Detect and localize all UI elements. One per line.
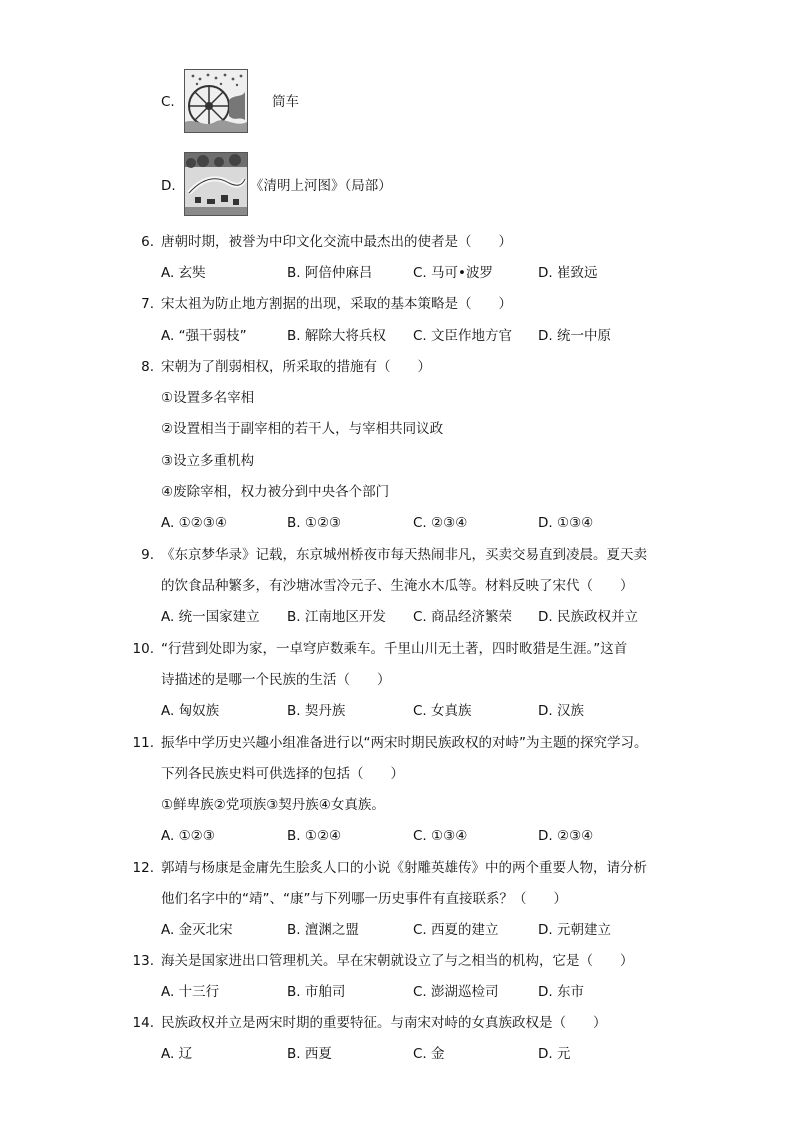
statement-item: ①鲜卑族②党项族③契丹族④女真族。 xyxy=(161,797,385,813)
water-wheel-image xyxy=(184,69,248,133)
option-a[interactable]: A. 辽 xyxy=(161,1046,193,1062)
option-b[interactable]: B. 市舶司 xyxy=(287,984,346,1000)
option-a[interactable]: A. 金灭北宋 xyxy=(161,922,233,938)
question-number: 6. xyxy=(141,234,154,250)
option-a[interactable]: A. 玄奘 xyxy=(161,265,206,281)
option-d[interactable]: D. 汉族 xyxy=(538,703,584,719)
option-d[interactable]: D. 东市 xyxy=(538,984,584,1000)
question-stem: 海关是国家进出口管理机关。早在宋朝就设立了与之相当的机构，它是（ ） xyxy=(161,953,634,969)
option-c[interactable]: C. ②③④ xyxy=(413,515,468,531)
option-c[interactable]: C. 女真族 xyxy=(413,703,472,719)
option-d[interactable]: D. 统一中原 xyxy=(538,328,611,344)
statement-item: ①设置多名宰相 xyxy=(161,390,255,406)
option-c-caption: 筒车 xyxy=(272,94,299,110)
question-stem-continued: 下列各民族史料可供选择的包括（ ） xyxy=(161,766,404,782)
statement-item: ③设立多重机构 xyxy=(161,453,255,469)
question-number: 8. xyxy=(141,359,154,375)
option-c[interactable]: C. 商品经济繁荣 xyxy=(413,609,513,625)
question-number: 10. xyxy=(132,641,154,657)
question-number: 13. xyxy=(132,953,154,969)
question-stem-continued: 诗描述的是哪一个民族的生活（ ） xyxy=(161,672,391,688)
option-a[interactable]: A. ①②③ xyxy=(161,828,215,844)
statement-item: ②设置相当于副宰相的若干人，与宰相共同议政 xyxy=(161,421,444,437)
option-a[interactable]: A. ①②③④ xyxy=(161,515,227,531)
option-d[interactable]: D. 元 xyxy=(538,1046,571,1062)
option-a[interactable]: A. 十三行 xyxy=(161,984,220,1000)
question-stem: 《东京梦华录》记载，东京城州桥夜市每天热闹非凡，买卖交易直到凌晨。夏天卖 xyxy=(161,547,647,563)
option-d[interactable]: D. ①③④ xyxy=(538,515,594,531)
option-a[interactable]: A. “强干弱枝” xyxy=(161,328,247,344)
option-d[interactable]: D. 崔致远 xyxy=(538,265,598,281)
option-b[interactable]: B. 阿倍仲麻吕 xyxy=(287,265,373,281)
question-stem: 宋太祖为防止地方割据的出现，采取的基本策略是（ ） xyxy=(161,296,512,312)
option-b[interactable]: B. 解除大将兵权 xyxy=(287,328,386,344)
option-c[interactable]: C. ①③④ xyxy=(413,828,468,844)
question-stem: 宋朝为了削弱相权，所采取的措施有（ ） xyxy=(161,359,431,375)
option-d[interactable]: D. ②③④ xyxy=(538,828,594,844)
question-number: 12. xyxy=(132,860,154,876)
option-b[interactable]: B. ①②③ xyxy=(287,515,342,531)
option-d-caption: 《清明上河图》（局部） xyxy=(250,178,392,194)
question-stem: 民族政权并立是两宋时期的重要特征。与南宋对峙的女真族政权是（ ） xyxy=(161,1015,607,1031)
option-c[interactable]: C. 西夏的建立 xyxy=(413,922,499,938)
question-stem: 唐朝时期，被誉为中印文化交流中最杰出的使者是（ ） xyxy=(161,234,512,250)
question-number: 11. xyxy=(132,735,154,751)
option-a[interactable]: A. 匈奴族 xyxy=(161,703,220,719)
question-stem: 郭靖与杨康是金庸先生脍炙人口的小说《射雕英雄传》中的两个重要人物，请分析 xyxy=(161,860,647,876)
option-c-letter: C. xyxy=(161,94,175,110)
question-stem: “行营到处即为家，一卓穹庐数乘车。千里山川无土著，四时畋猎是生涯。”这首 xyxy=(161,641,628,657)
question-number: 14. xyxy=(132,1015,154,1031)
question-stem-continued: 他们名字中的“靖”、“康”与下列哪一历史事件有直接联系？（ ） xyxy=(161,891,567,907)
option-b[interactable]: B. ①②④ xyxy=(287,828,342,844)
question-number: 7. xyxy=(141,296,154,312)
option-c[interactable]: C. 马可•波罗 xyxy=(413,265,493,281)
option-b[interactable]: B. 澶渊之盟 xyxy=(287,922,359,938)
question-stem-continued: 的饮食品种繁多，有沙塘冰雪冷元子、生淹水木瓜等。材料反映了宋代（ ） xyxy=(161,578,634,594)
option-d[interactable]: D. 民族政权并立 xyxy=(538,609,638,625)
option-d[interactable]: D. 元朝建立 xyxy=(538,922,611,938)
option-c[interactable]: C. 金 xyxy=(413,1046,445,1062)
option-c[interactable]: C. 文臣作地方官 xyxy=(413,328,513,344)
question-stem: 振华中学历史兴趣小组准备进行以“两宋时期民族政权的对峙”为主题的探究学习。 xyxy=(161,735,648,751)
option-a[interactable]: A. 统一国家建立 xyxy=(161,609,260,625)
option-b[interactable]: B. 西夏 xyxy=(287,1046,332,1062)
option-b[interactable]: B. 江南地区开发 xyxy=(287,609,386,625)
option-b[interactable]: B. 契丹族 xyxy=(287,703,346,719)
question-number: 9. xyxy=(141,547,154,563)
statement-item: ④废除宰相，权力被分到中央各个部门 xyxy=(161,484,390,500)
option-d-letter: D. xyxy=(161,178,176,194)
option-c[interactable]: C. 澎湖巡检司 xyxy=(413,984,499,1000)
painting-image xyxy=(184,152,248,216)
